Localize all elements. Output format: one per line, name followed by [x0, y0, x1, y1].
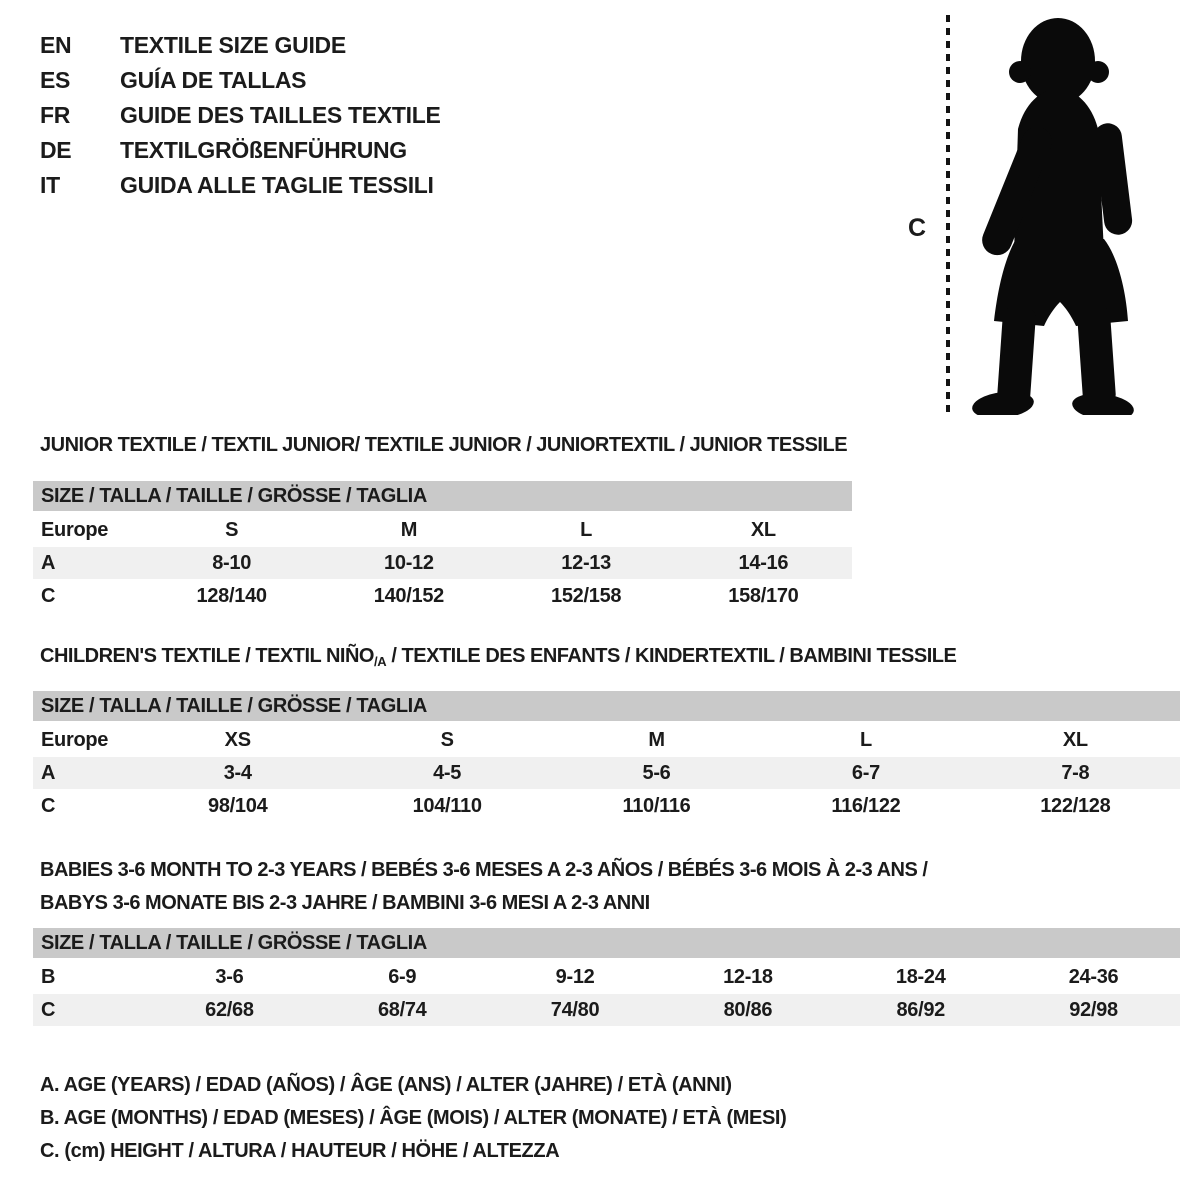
- age-cell: 18-24: [895, 965, 946, 988]
- babies-height-cm-row: [33, 994, 1180, 1026]
- height-cell: 98/104: [208, 794, 268, 817]
- children-title-part2: / TEXTILE DES ENFANTS / KINDERTEXTIL / BAMBINI TESSILE: [386, 645, 957, 667]
- language-row-en: [40, 28, 441, 63]
- babies-title-line1: BABIES 3-6 MONTH TO 2-3 YEARS / BEBÉS 3-6 MESES A 2-3 AÑOS / BÉBÉS 3-6 MOIS À 2-3 ANS /: [40, 859, 928, 881]
- age-cell: 3-6: [215, 965, 244, 988]
- size-cell: S: [225, 518, 239, 541]
- guide-title-es: GUÍA DE TALLAS: [120, 67, 307, 93]
- size-cell: L: [580, 518, 593, 541]
- age-cell: 7-8: [1061, 761, 1090, 784]
- age-cell: 24-36: [1068, 965, 1119, 988]
- language-code: EN: [40, 32, 72, 58]
- age-cell: 12-18: [723, 965, 773, 988]
- region-label: Europe: [41, 728, 109, 751]
- height-cell: 110/116: [622, 794, 691, 817]
- children-title-part1: CHILDREN'S TEXTILE / TEXTIL NIÑO: [40, 645, 374, 667]
- age-cell: 12-13: [561, 551, 611, 574]
- language-code: IT: [40, 172, 60, 198]
- height-cell: 92/98: [1069, 998, 1118, 1021]
- children-height-cm-row: [33, 790, 1180, 822]
- height-cell: 116/122: [831, 794, 901, 817]
- guide-title-fr: GUIDE DES TAILLES TEXTILE: [120, 102, 441, 128]
- legend-age-years: A. AGE (YEARS) / EDAD (AÑOS) / ÂGE (ANS) / ALTER (JAHRE) / ETÀ (ANNI): [40, 1074, 732, 1096]
- age-cell: 5-6: [642, 761, 671, 784]
- language-row-es: [40, 63, 441, 98]
- height-cell: 86/92: [896, 998, 945, 1021]
- height-cell: 140/152: [373, 584, 444, 607]
- height-measure-label: C: [908, 214, 927, 242]
- children-age-years-row: [33, 757, 1180, 789]
- junior-region-sizes-row: [33, 514, 852, 546]
- language-code: FR: [40, 102, 71, 128]
- region-label: Europe: [41, 518, 109, 541]
- age-cell: 4-5: [433, 761, 462, 784]
- guide-title-de: TEXTILGRÖßENFÜHRUNG: [120, 137, 407, 163]
- size-header-band: SIZE / TALLA / TAILLE / GRÖSSE / TAGLIA: [33, 691, 1180, 721]
- size-cell: M: [400, 518, 418, 541]
- size-cell: XL: [1062, 728, 1088, 751]
- junior-age-years-row: [33, 547, 852, 579]
- guide-title-it: GUIDA ALLE TAGLIE TESSILI: [120, 172, 434, 198]
- row-label: C: [41, 998, 56, 1021]
- row-label: A: [41, 551, 56, 574]
- children-region-sizes-row: [33, 724, 1180, 756]
- age-cell: 10-12: [384, 551, 434, 574]
- children-title-subscript: /A: [373, 654, 387, 669]
- height-cell: 80/86: [723, 998, 773, 1021]
- size-cell: S: [440, 728, 454, 751]
- age-cell: 14-16: [738, 551, 789, 574]
- row-label: B: [41, 965, 56, 988]
- language-row-de: [40, 133, 441, 168]
- age-cell: 6-7: [851, 761, 880, 784]
- language-title-list: [40, 28, 441, 203]
- height-cell: 62/68: [205, 998, 254, 1021]
- height-cell: 158/170: [728, 584, 799, 607]
- babies-section-title: [40, 854, 927, 920]
- guide-title-en: TEXTILE SIZE GUIDE: [120, 32, 346, 58]
- size-cell: XS: [224, 728, 251, 751]
- babies-age-months-row: [33, 961, 1180, 993]
- junior-height-cm-row: [33, 580, 852, 612]
- children-section-title: [40, 645, 956, 669]
- height-cell: 104/110: [412, 794, 482, 817]
- row-label: A: [41, 761, 56, 784]
- language-row-it: [40, 168, 441, 203]
- toddler-silhouette-icon: [958, 15, 1138, 415]
- language-code: DE: [40, 137, 72, 163]
- age-cell: 6-9: [388, 965, 417, 988]
- babies-title-line2: BABYS 3-6 MONATE BIS 2-3 JAHRE / BAMBINI 3-6 MESI A 2-3 ANNI: [40, 892, 650, 914]
- babies-size-table: [33, 928, 1180, 1027]
- size-cell: M: [648, 728, 665, 751]
- height-cell: 68/74: [377, 998, 427, 1021]
- language-code: ES: [40, 67, 71, 93]
- height-cell: 122/128: [1040, 794, 1111, 817]
- age-cell: 8-10: [212, 551, 252, 574]
- size-cell: L: [859, 728, 872, 751]
- junior-size-table: [33, 481, 852, 613]
- row-label: C: [41, 584, 56, 607]
- junior-section-title: JUNIOR TEXTILE / TEXTIL JUNIOR/ TEXTILE JUNIOR / JUNIORTEXTIL / JUNIOR TESSILE: [40, 434, 848, 456]
- height-cell: 128/140: [196, 584, 267, 607]
- measure-legend: [40, 1069, 786, 1168]
- height-cell: 74/80: [550, 998, 600, 1021]
- children-size-table: [33, 691, 1180, 823]
- height-measure-dashed-line: [946, 15, 950, 415]
- row-label: C: [41, 794, 56, 817]
- size-header-band: SIZE / TALLA / TAILLE / GRÖSSE / TAGLIA: [33, 481, 852, 511]
- language-row-fr: [40, 98, 441, 133]
- legend-age-months: B. AGE (MONTHS) / EDAD (MESES) / ÂGE (MOIS) / ALTER (MONATE) / ETÀ (MESI): [40, 1107, 787, 1129]
- height-cell: 152/158: [551, 584, 622, 607]
- age-cell: 9-12: [555, 965, 595, 988]
- size-cell: XL: [750, 518, 776, 541]
- legend-height-cm: C. (cm) HEIGHT / ALTURA / HAUTEUR / HÖHE / ALTEZZA: [40, 1140, 560, 1162]
- age-cell: 3-4: [223, 761, 252, 784]
- size-header-band: SIZE / TALLA / TAILLE / GRÖSSE / TAGLIA: [33, 928, 1180, 958]
